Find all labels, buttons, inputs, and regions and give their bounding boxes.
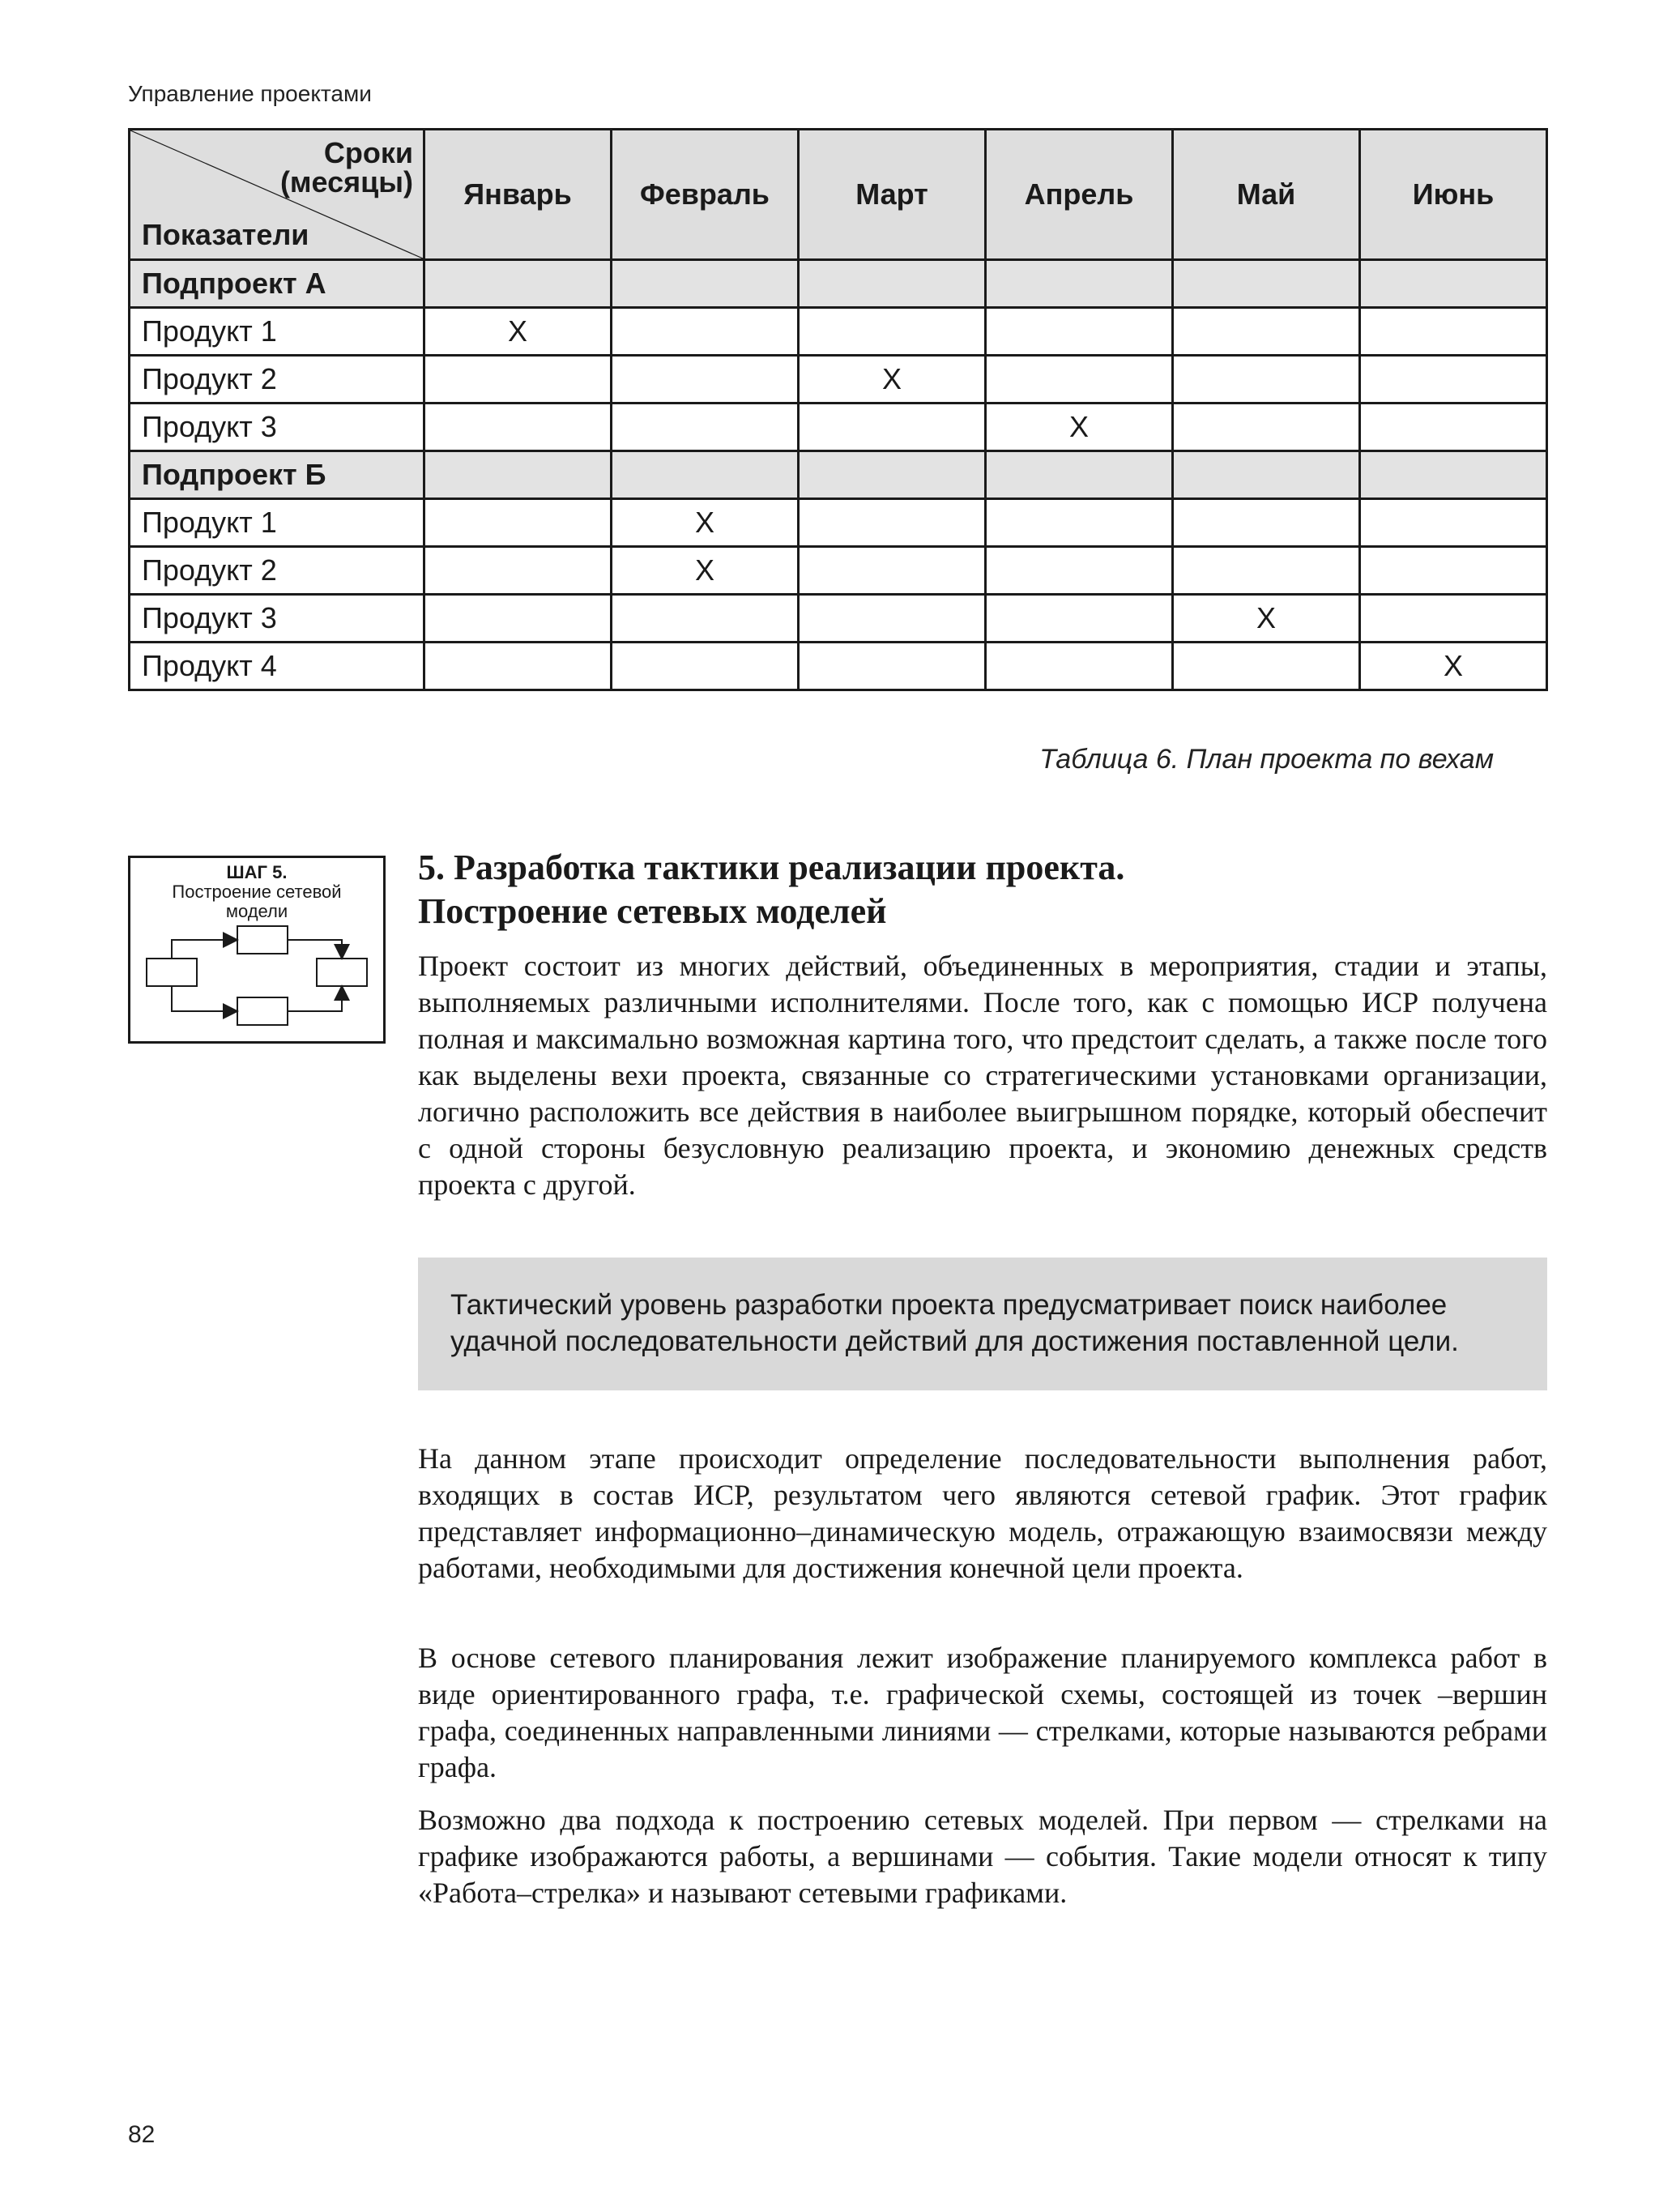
milestone-cell	[612, 260, 799, 308]
month-header: Январь	[424, 130, 612, 260]
product-row	[130, 356, 1547, 404]
step-title: ШАГ 5.	[226, 862, 288, 882]
milestone-cell	[1360, 499, 1547, 547]
running-head: Управление проектами	[128, 81, 372, 106]
milestone-cell	[799, 451, 986, 499]
milestone-cell: X	[1360, 643, 1547, 690]
milestone-cell	[799, 404, 986, 451]
milestone-cell	[799, 595, 986, 643]
milestone-cell: X	[799, 356, 986, 404]
milestone-cell	[986, 595, 1173, 643]
table-corner-header	[130, 130, 424, 260]
milestone-cell: X	[612, 499, 799, 547]
product-label: Продукт 4	[130, 643, 424, 690]
milestone-cell	[1360, 404, 1547, 451]
paragraph-two-approaches: Возможно два подхода к построению сетевых моделей. При первом — стрелками на графике изображаются работы, а вершинами — события. Такие модели относят к типу «Работа–стрелка» и называют сетевыми графиками.	[418, 1804, 1547, 1909]
subproject-row	[130, 260, 1547, 308]
milestone-cell	[1173, 356, 1360, 404]
milestone-cell	[424, 404, 612, 451]
milestone-cell	[424, 547, 612, 595]
milestone-cell	[799, 547, 986, 595]
milestone-cell	[612, 404, 799, 451]
month-header: Апрель	[986, 130, 1173, 260]
milestone-cell: X	[1173, 595, 1360, 643]
subproject-label: Подпроект Б	[130, 451, 424, 499]
milestone-cell	[1173, 260, 1360, 308]
milestone-plan-table	[128, 128, 1548, 691]
milestone-cell	[1360, 260, 1547, 308]
month-header: Май	[1173, 130, 1360, 260]
milestone-cell	[1173, 643, 1360, 690]
milestone-cell	[799, 308, 986, 356]
table-caption: Таблица 6. План проекта по вехам	[1039, 744, 1494, 775]
milestone-cell	[424, 356, 612, 404]
milestone-cell	[424, 499, 612, 547]
product-row	[130, 595, 1547, 643]
milestone-cell	[1360, 308, 1547, 356]
milestone-cell	[1173, 308, 1360, 356]
section-heading: 5. Разработка тактики реализации проекта. Построение сетевых моделей	[418, 848, 1125, 931]
milestone-cell	[612, 356, 799, 404]
page-number: 82	[128, 2121, 156, 2148]
subproject-row	[130, 451, 1547, 499]
corner-periods-label: Сроки (месяцы)	[279, 136, 413, 199]
milestone-cell	[612, 643, 799, 690]
step-box	[128, 856, 386, 1044]
milestone-cell	[986, 547, 1173, 595]
milestone-cell	[986, 451, 1173, 499]
subproject-label: Подпроект А	[130, 260, 424, 308]
paragraph-network-schedule: На данном этапе происходит определение последовательности выполнения работ, входящих в состав ИСР, результатом чего являются сетевой график. Этот график представляет информационно–динамическую модель, отражающую взаимосвязи между работами, необходимыми для достижения конечной цели проекта.	[418, 1442, 1547, 1584]
month-header: Февраль	[612, 130, 799, 260]
milestone-cell	[1360, 451, 1547, 499]
milestone-cell: X	[612, 547, 799, 595]
milestone-cell	[424, 451, 612, 499]
product-row	[130, 643, 1547, 690]
product-label: Продукт 2	[130, 547, 424, 595]
milestone-cell	[612, 595, 799, 643]
corner-indicators-label: Показатели	[142, 218, 309, 251]
product-row	[130, 308, 1547, 356]
product-label: Продукт 3	[130, 404, 424, 451]
network-model-diagram-icon	[139, 921, 377, 1033]
month-header: Июнь	[1360, 130, 1547, 260]
milestone-cell	[986, 499, 1173, 547]
paragraph-network-planning: В основе сетевого планирования лежит изображение планируемого комплекса работ в виде ориентированного графа, т.е. графической схемы, состоящей из точек –вершин графа, соединенных направленными линиями — стрелками, которые называются ребрами графа.	[418, 1642, 1547, 1783]
milestone-cell	[1360, 595, 1547, 643]
milestone-cell	[799, 643, 986, 690]
product-row	[130, 499, 1547, 547]
product-label: Продукт 1	[130, 499, 424, 547]
milestone-cell	[986, 643, 1173, 690]
milestone-cell	[1360, 356, 1547, 404]
milestone-cell: X	[424, 308, 612, 356]
milestone-cell	[799, 499, 986, 547]
product-row	[130, 404, 1547, 451]
milestone-cell	[424, 643, 612, 690]
milestone-cell	[986, 260, 1173, 308]
product-label: Продукт 1	[130, 308, 424, 356]
milestone-cell	[612, 308, 799, 356]
product-label: Продукт 2	[130, 356, 424, 404]
milestone-cell	[1360, 547, 1547, 595]
milestone-cell	[1173, 404, 1360, 451]
step-subtitle: Построение сетевой модели	[172, 882, 342, 921]
milestone-cell	[986, 308, 1173, 356]
table-header-row	[130, 130, 1547, 260]
month-header: Март	[799, 130, 986, 260]
milestone-cell	[424, 260, 612, 308]
milestone-cell	[1173, 499, 1360, 547]
callout-box: Тактический уровень разработки проекта предусматривает поиск наиболее удачной последовательности действий для достижения поставленной цели.	[418, 1258, 1547, 1390]
milestone-cell	[1173, 451, 1360, 499]
milestone-cell	[986, 356, 1173, 404]
milestone-cell	[612, 451, 799, 499]
milestone-cell: X	[986, 404, 1173, 451]
milestone-cell	[1173, 547, 1360, 595]
product-label: Продукт 3	[130, 595, 424, 643]
milestone-cell	[424, 595, 612, 643]
product-row	[130, 547, 1547, 595]
paragraph-intro: Проект состоит из многих действий, объединенных в мероприятия, стадии и этапы, выполняемых различными исполнителями. После того, как с помощью ИСР получена полная и максимально возможная картина того, что предстоит сделать, а также после того как выделены вехи проекта, связанные со стратегическими установками организации, логично расположить все действия в наиболее выигрышном порядке, который обеспечит с одной стороны безусловную реализацию проекта, и экономию денежных средств проекта с другой.	[418, 950, 1547, 1201]
milestone-cell	[799, 260, 986, 308]
